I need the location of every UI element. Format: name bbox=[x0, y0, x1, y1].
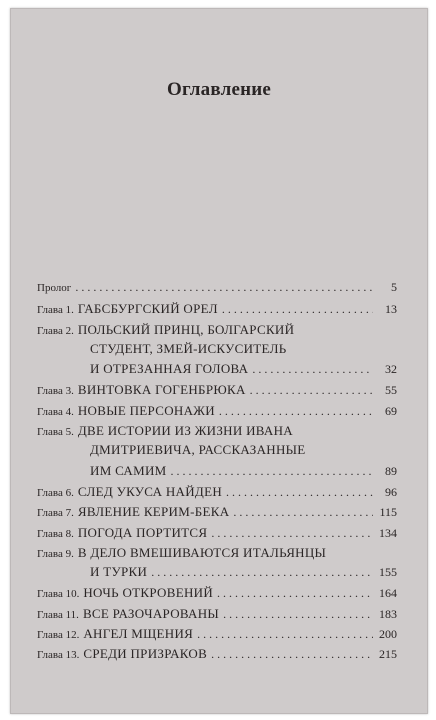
toc-chapter-title: НОЧЬ ОТКРОВЕНИЙ bbox=[83, 585, 214, 601]
toc-chapter-label: Глава 2. bbox=[37, 324, 74, 337]
toc-chapter-title: АНГЕЛ МЩЕНИЯ bbox=[83, 626, 194, 642]
toc-entry-chapter-2-end bbox=[37, 361, 397, 381]
toc-page-number: 55 bbox=[385, 383, 397, 398]
page-title: Оглавление bbox=[166, 79, 272, 100]
toc-chapter-title: ИМ САМИМ bbox=[90, 462, 167, 478]
dot-leader bbox=[217, 586, 373, 601]
toc-entry-chapter-9-end bbox=[37, 564, 397, 584]
dot-leader bbox=[223, 607, 373, 622]
toc-chapter-title: НОВЫЕ ПЕРСОНАЖИ bbox=[77, 402, 215, 418]
toc-chapter-title: СРЕДИ ПРИЗРАКОВ bbox=[83, 646, 208, 662]
toc-chapter-label: Глава 8. bbox=[37, 527, 74, 540]
toc-entry-chapter-3 bbox=[37, 381, 397, 401]
toc-chapter-title: И ТУРКИ bbox=[90, 564, 148, 580]
toc-page-number: 183 bbox=[379, 606, 397, 621]
toc-chapter-label: Глава 5. bbox=[37, 426, 74, 439]
dot-leader bbox=[211, 647, 373, 662]
toc-chapter-label: Глава 4. bbox=[37, 405, 74, 418]
dot-leader bbox=[171, 464, 373, 479]
toc-entry-chapter-5-end bbox=[37, 463, 397, 483]
toc-entry-chapter-5 bbox=[37, 422, 397, 442]
toc-chapter-title: В ДЕЛО ВМЕШИВАЮТСЯ ИТАЛЬЯНЦЫ bbox=[77, 544, 327, 560]
toc-entry-prologue bbox=[37, 280, 397, 300]
toc-chapter-title: ДВЕ ИСТОРИИ ИЗ ЖИЗНИ ИВАНА bbox=[77, 423, 293, 439]
toc-page-number: 200 bbox=[379, 627, 397, 642]
toc-page-number: 69 bbox=[385, 403, 397, 418]
toc-chapter-label: Глава 9. bbox=[37, 547, 74, 560]
toc-chapter-title: ПОЛЬСКИЙ ПРИНЦ, БОЛГАРСКИЙ bbox=[77, 321, 295, 337]
toc-page-number: 5 bbox=[391, 280, 397, 294]
toc-page-number: 134 bbox=[379, 525, 397, 540]
table-of-contents bbox=[37, 280, 397, 666]
toc-page-number: 32 bbox=[385, 362, 397, 377]
toc-page-number: 96 bbox=[385, 484, 397, 499]
toc-chapter-label: Глава 11. bbox=[37, 608, 79, 621]
toc-chapter-title: ВИНТОВКА ГОГЕНБРЮКА bbox=[77, 382, 246, 398]
toc-entry-chapter-7 bbox=[37, 503, 397, 523]
toc-page-number: 215 bbox=[379, 647, 397, 662]
toc-chapter-label: Глава 10. bbox=[37, 588, 80, 601]
toc-page-number: 164 bbox=[379, 586, 397, 601]
dot-leader bbox=[219, 404, 373, 419]
dot-leader bbox=[151, 565, 373, 580]
dot-leader bbox=[75, 280, 373, 295]
dot-leader bbox=[226, 485, 373, 500]
dot-leader bbox=[233, 505, 373, 520]
toc-chapter-label: Глава 1. bbox=[37, 304, 74, 317]
dot-leader bbox=[250, 383, 373, 398]
toc-chapter-title: И ОТРЕЗАННАЯ ГОЛОВА bbox=[90, 361, 249, 377]
toc-chapter-label: Пролог bbox=[37, 282, 72, 294]
toc-page-number: 155 bbox=[379, 565, 397, 580]
toc-chapter-title: ГАБСБУРГСКИЙ ОРЕЛ bbox=[77, 301, 218, 317]
toc-chapter-title: СТУДЕНТ, ЗМЕЙ-ИСКУСИТЕЛЬ bbox=[90, 340, 287, 356]
dot-leader bbox=[222, 302, 373, 317]
toc-entry-chapter-8 bbox=[37, 524, 397, 544]
toc-chapter-label: Глава 3. bbox=[37, 385, 74, 398]
toc-chapter-label: Глава 6. bbox=[37, 486, 74, 499]
toc-chapter-title: СЛЕД УКУСА НАЙДЕН bbox=[77, 483, 223, 499]
toc-entry-chapter-5-cont bbox=[37, 442, 397, 462]
dot-leader bbox=[197, 627, 373, 642]
toc-entry-chapter-13 bbox=[37, 645, 397, 665]
dot-leader bbox=[252, 362, 373, 377]
toc-chapter-label: Глава 12. bbox=[37, 629, 80, 642]
toc-entry-chapter-11 bbox=[37, 605, 397, 625]
dot-leader bbox=[211, 526, 373, 541]
toc-page-number: 89 bbox=[385, 463, 397, 478]
toc-entry-chapter-12 bbox=[37, 625, 397, 645]
toc-chapter-label: Глава 13. bbox=[37, 649, 80, 662]
toc-entry-chapter-6 bbox=[37, 483, 397, 503]
book-page bbox=[10, 8, 428, 714]
toc-chapter-title: ДМИТРИЕВИЧА, РАССКАЗАННЫЕ bbox=[90, 442, 306, 458]
toc-chapter-title: ВСЕ РАЗОЧАРОВАНЫ bbox=[82, 605, 220, 621]
toc-entry-chapter-9 bbox=[37, 544, 397, 564]
toc-entry-chapter-2 bbox=[37, 321, 397, 341]
toc-page-number: 115 bbox=[379, 505, 397, 520]
toc-page-number: 13 bbox=[385, 302, 397, 317]
toc-chapter-title: ПОГОДА ПОРТИТСЯ bbox=[77, 524, 208, 540]
toc-chapter-label: Глава 7. bbox=[37, 507, 74, 520]
toc-entry-chapter-1 bbox=[37, 300, 397, 320]
toc-entry-chapter-10 bbox=[37, 584, 397, 604]
toc-entry-chapter-2-cont bbox=[37, 341, 397, 361]
toc-chapter-title: ЯВЛЕНИЕ КЕРИМ-БЕКА bbox=[77, 504, 230, 520]
toc-entry-chapter-4 bbox=[37, 402, 397, 422]
